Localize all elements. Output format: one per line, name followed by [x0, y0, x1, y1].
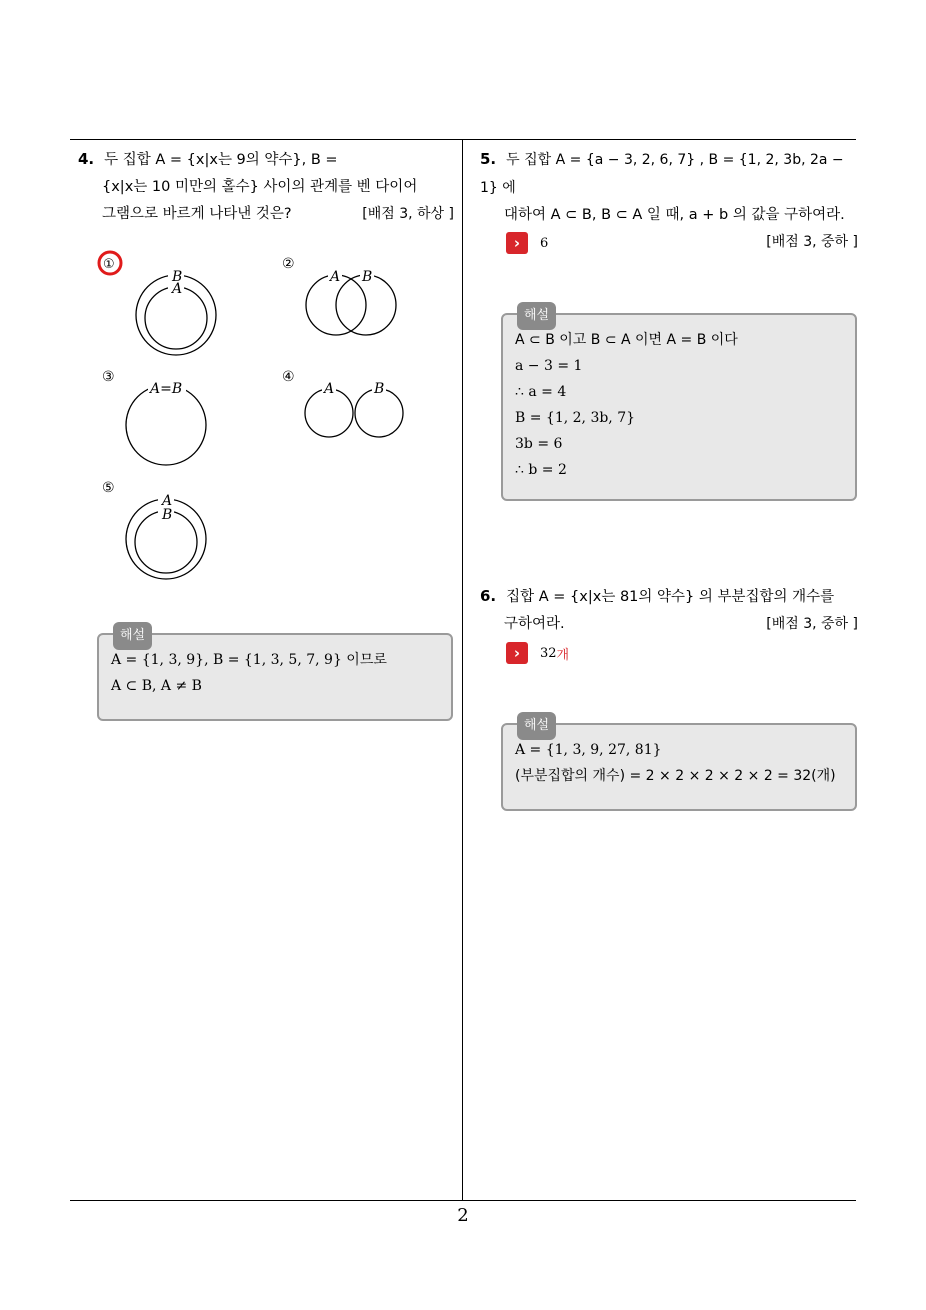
inner-set-label: A — [172, 281, 183, 297]
option-3-diagram — [96, 365, 236, 475]
right-set-label: B — [374, 381, 385, 397]
outer-set-label: B — [172, 269, 183, 285]
option-4-diagram — [280, 365, 420, 475]
explanation-line: 3b = 6 — [515, 436, 563, 452]
option-3[interactable] — [96, 365, 236, 475]
option-2[interactable] — [280, 250, 420, 360]
question-5-line2: 대하여 A ⊂ B, B ⊂ A 일 때, a + b 의 값을 구하여라. — [504, 207, 845, 223]
option-1-diagram — [96, 250, 236, 360]
explanation-line: ∴ a = 4 — [515, 384, 567, 400]
top-rule — [70, 139, 856, 140]
explanation-line: B = {1, 2, 3b, 7} — [515, 410, 636, 426]
question-6-number: 6. — [480, 587, 497, 605]
answer-arrow-icon: › — [506, 232, 528, 254]
explanation-tag: 해설 — [113, 622, 152, 650]
svg-text:①: ① — [103, 257, 115, 272]
question-4 — [78, 146, 454, 228]
equal-set-circle — [126, 385, 206, 465]
question-6-answer — [506, 642, 569, 664]
svg-text:④: ④ — [282, 369, 295, 385]
question-6 — [480, 583, 858, 638]
option-5-diagram — [96, 476, 236, 586]
column-divider — [462, 139, 463, 1201]
explanation-line: a − 3 = 1 — [515, 358, 583, 374]
question-4-score: [배점 3, 하상 ] — [362, 206, 454, 222]
right-set-label: B — [362, 269, 373, 285]
question-6-line2: 구하여라. [배점 3, 중하 ] — [480, 611, 858, 638]
answer-value: 6 — [540, 235, 549, 251]
question-5-line1: 5. 두 집합 A = {a − 3, 2, 6, 7} , B = {1, 2, 3b, 2a − 1} 에 — [480, 150, 844, 196]
explanation-tag: 해설 — [517, 712, 556, 740]
question-5-explanation — [501, 308, 857, 501]
explanation-line: A = {1, 3, 9, 27, 81} — [515, 742, 662, 758]
question-4-explanation — [97, 628, 453, 721]
answer-unit: 개 — [556, 647, 570, 663]
svg-text:②: ② — [282, 256, 295, 272]
page-number: 2 — [457, 1205, 469, 1226]
left-set-label: A — [330, 269, 341, 285]
question-4-number: 4. — [78, 150, 95, 168]
question-5-answer — [506, 232, 548, 254]
option-5[interactable] — [96, 476, 236, 586]
explanation-line: A ⊂ B 이고 B ⊂ A 이면 A = B 이다 — [515, 332, 738, 348]
equal-set-label: A=B — [150, 381, 183, 397]
question-4-line1: 4. 두 집합 A = {x|x는 9의 약수}, B = — [78, 150, 338, 168]
explanation-line: (부분집합의 개수) = 2 × 2 × 2 × 2 × 2 = 32(개) — [515, 768, 836, 784]
explanation-line: A = {1, 3, 9}, B = {1, 3, 5, 7, 9} 이므로 — [111, 652, 387, 668]
question-5-number: 5. — [480, 150, 497, 168]
svg-text:⑤: ⑤ — [102, 480, 115, 496]
explanation-line: ∴ b = 2 — [515, 462, 567, 478]
question-4-line3: 그램으로 바르게 나타낸 것은? [배점 3, 하상 ] — [78, 201, 454, 228]
question-6-explanation — [501, 718, 857, 811]
outer-set-label: A — [162, 493, 173, 509]
question-5-score: [배점 3, 중하 ] — [766, 234, 858, 250]
bottom-rule — [70, 1200, 856, 1201]
svg-text:③: ③ — [102, 369, 115, 385]
left-set-label: A — [324, 381, 335, 397]
option-1[interactable] — [96, 250, 236, 360]
option-4[interactable] — [280, 365, 420, 475]
question-6-line1: 6. 집합 A = {x|x는 81의 약수} 의 부분집합의 개수를 — [480, 587, 835, 605]
explanation-tag: 해설 — [517, 302, 556, 330]
option-2-diagram — [280, 250, 420, 360]
answer-arrow-icon: › — [506, 642, 528, 664]
inner-set-label: B — [162, 507, 173, 523]
answer-value: 32 — [540, 645, 557, 661]
question-4-line2: {x|x는 10 미만의 홀수} 사이의 관계를 벤 다이어 — [102, 179, 418, 195]
explanation-line: A ⊂ B, A ≠ B — [111, 678, 202, 694]
question-6-score: [배점 3, 중하 ] — [766, 616, 858, 632]
